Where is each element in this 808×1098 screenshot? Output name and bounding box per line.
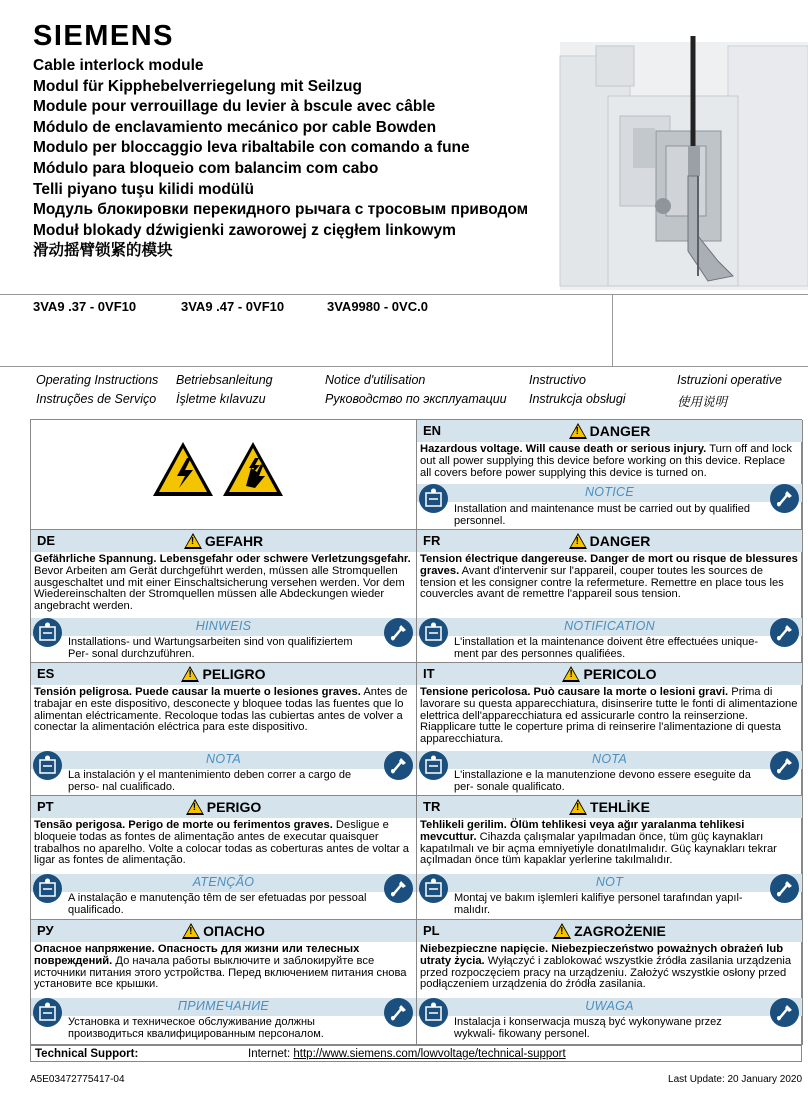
order-number: 3VA9 .37 - 0VF10 — [33, 299, 137, 314]
rule-vertical — [612, 294, 613, 366]
warning-icon — [553, 923, 571, 939]
section-header — [417, 420, 802, 442]
notice-label: UWAGA — [585, 999, 634, 1013]
danger-text: Tehlikeli gerilim. Ölüm tehlikesi veya ağır yaralanma tehlikesi mevcuttur. Cihazda çalışmalar yapılmadan önce, tüm güç kaynakları kapatılmalı ve bir açma emniyetiyle donatılmalıdır. Güç kaynakları tekrar açılmadan önce tüm kapaklar yerlerine takılmalıdır. — [420, 819, 777, 867]
notice-label: HINWEIS — [195, 619, 252, 633]
notice-text: Instalacja i konserwacja muszą być wykonywane przez wykwali- fikowany personel. — [454, 1016, 722, 1040]
title-en: Cable interlock module — [33, 57, 204, 74]
danger-label: ! TEHLİKE — [417, 799, 802, 815]
title-tr: Telli piyano tuşu kilidi modülü — [33, 180, 255, 198]
read-instructions-icon — [770, 484, 799, 513]
notice-label: NOTA — [592, 752, 627, 766]
qualified-personnel-icon — [33, 751, 62, 780]
support-label: Technical Support: — [35, 1048, 139, 1060]
warning-icon — [569, 799, 587, 815]
section-de — [31, 530, 417, 663]
title-it: Modulo per bloccaggio leva ribaltabile con comando a fune — [33, 139, 470, 157]
notice-text: La instalación y el mantenimiento deben correr a cargo de perso- nal cualificado. — [68, 769, 352, 793]
qualified-personnel-icon — [419, 618, 448, 647]
section-header — [417, 920, 802, 942]
manual-title: İşletme kılavuzu — [176, 392, 266, 406]
qualified-personnel-icon — [33, 874, 62, 903]
manual-title: Instructivo — [529, 373, 586, 387]
title-zh: 滑动摇臂锁紧的模块 — [33, 242, 173, 260]
language-code: PT — [37, 799, 54, 814]
danger-label: ! PERIGO — [31, 799, 416, 815]
rule-mid — [0, 366, 808, 367]
danger-label: ! GEFAHR — [31, 533, 416, 549]
manual-title: 使用说明 — [677, 395, 728, 409]
manual-title: Notice d'utilisation — [325, 373, 426, 387]
last-update: Last Update: 20 January 2020 — [668, 1074, 802, 1085]
read-instructions-icon — [770, 751, 799, 780]
technical-support-bar — [30, 1045, 802, 1062]
section-header — [417, 796, 802, 818]
order-number: 3VA9 .47 - 0VF10 — [181, 299, 285, 314]
support-url: Internet: http://www.siemens.com/lowvoltage/technical-support — [248, 1048, 566, 1060]
electric-shock-warning-icon — [151, 438, 291, 500]
danger-label: ! PELIGRO — [31, 666, 416, 682]
notice-bar — [417, 618, 802, 636]
qualified-personnel-icon — [33, 618, 62, 647]
warning-icon — [569, 423, 587, 439]
notice-bar — [417, 998, 802, 1016]
product-titles — [33, 56, 528, 262]
safety-grid — [30, 419, 802, 1062]
siemens-logo: SIEMENS — [33, 20, 175, 52]
notice-bar — [31, 618, 416, 636]
title-es: Módulo de enclavamiento mecánico por cable Bowden — [33, 118, 437, 136]
notice-text: L'installation et la maintenance doivent être effectuées unique- ment par des personnes qualifiées. — [454, 636, 758, 660]
notice-label: NOTIFICATION — [564, 619, 655, 633]
manual-title: Руководство по эксплуатации — [325, 392, 507, 406]
notice-label: NOTICE — [584, 485, 635, 499]
rule-top — [0, 294, 808, 295]
warning-symbols — [31, 420, 417, 530]
read-instructions-icon — [384, 751, 413, 780]
warning-icon — [186, 799, 204, 815]
danger-label: ! PERICOLO — [417, 666, 802, 682]
language-code: DE — [37, 533, 56, 548]
read-instructions-icon — [384, 998, 413, 1027]
read-instructions-icon — [770, 618, 799, 647]
section-tr — [417, 796, 803, 920]
notice-text: L'installazione e la manutenzione devono essere eseguite da per- sonale qualificato. — [454, 769, 751, 793]
notice-text: Installations- und Wartungsarbeiten sind von qualifiziertem Per- sonal durchzuführen. — [68, 636, 353, 660]
notice-text: Установка и техническое обслуживание должны производиться квалифицированным персоналом. — [68, 1016, 324, 1040]
danger-text: Tensión peligrosa. Puede causar la muerte o lesiones graves. Antes de trabajar en este dispositivo, desconecte y bloquee todas las fuentes que lo alimentan eléctricamente. Recoloque todas las cubiertas antes de volver a conectar la alimentación eléctrica para este dispositivo. — [34, 686, 408, 734]
manual-title: Betriebsanleitung — [176, 373, 273, 387]
product-illustration — [548, 36, 808, 290]
section-en — [417, 420, 803, 530]
title-pl: Moduł blokady dźwigienki zaworowej z cięgłem linkowym — [33, 221, 456, 239]
warning-icon — [562, 666, 580, 682]
danger-text: Gefährliche Spannung. Lebensgefahr oder schwere Verletzungsgefahr. Bevor Arbeiten am Gerät durchgeführt werden, müssen alle Stromquellen ausgeschaltet und mit einer Einschaltsicherung versehen werden. Vor dem Wiedereinschalten der Stromquellen müssen alle Abdeckungen wieder angebracht werden. — [34, 553, 411, 613]
notice-text: A instalação e manutenção têm de ser efetuadas por pessoal qualificado. — [68, 892, 367, 916]
section-header — [31, 796, 416, 818]
notice-bar — [417, 751, 802, 769]
read-instructions-icon — [384, 874, 413, 903]
notice-text: Montaj ve bakım işlemleri kalifiye personel tarafından yapıl- malıdır. — [454, 892, 743, 916]
title-fr: Module pour verrouillage du levier à bscule avec câble — [33, 98, 436, 116]
title-pt: Módulo para bloqueio com balancim com cabo — [33, 159, 379, 177]
notice-label: NOT — [595, 875, 624, 889]
danger-text: Tensione pericolosa. Può causare la morte o lesioni gravi. Prima di lavorare su questa apparecchiatura, disinserire tutte le fonti di alimentazione elettrica dell'apparecchiatura ed assicurarle contro la reinserzione. Riapplicare tutte le coperture prima di reinserire l'alimentazione di questa apparecchiatura. — [420, 686, 798, 746]
notice-bar — [31, 751, 416, 769]
section-es — [31, 663, 417, 796]
danger-text: Niebezpieczne napięcie. Niebezpieczeństwo poważnych obrażeń lub utraty życia. Wyłączyć i zablokować wszystkie źródła zasilania urządzenia przed rozpoczęciem pracy na urządzeniu. Założyć wszystkie osłony przed podłączeniem urządzenia do źródła zasilania. — [420, 943, 792, 991]
warning-icon — [181, 666, 199, 682]
section-ru — [31, 920, 417, 1045]
title-ru: Модуль блокировки перекидного рычага с тросовым приводом — [33, 201, 529, 219]
language-code: ES — [37, 666, 55, 681]
document-number: A5E03472775417-04 — [30, 1074, 125, 1085]
notice-bar — [417, 484, 802, 502]
section-pt — [31, 796, 417, 920]
manual-title: Operating Instructions — [36, 373, 159, 387]
title-de: Modul für Kipphebelverriegelung mit Seilzug — [33, 77, 362, 95]
language-code: TR — [423, 799, 441, 814]
language-code: EN — [423, 423, 442, 438]
notice-bar — [31, 874, 416, 892]
manual-title: Instruções de Serviço — [36, 392, 157, 406]
notice-label: ПРИМЕЧАНИЕ — [177, 999, 270, 1013]
danger-label: ! DANGER — [417, 533, 802, 549]
section-header — [31, 920, 416, 942]
section-header — [31, 530, 416, 552]
support-link[interactable]: http://www.siemens.com/lowvoltage/technical-support — [293, 1048, 566, 1060]
danger-text: Опасное напряжение. Опасность для жизни или телесных повреждений. До начала работы выключите и заблокируйте все источники питания этого устройства. Перед включением питания снова установите все крышки. — [34, 943, 407, 991]
qualified-personnel-icon — [419, 998, 448, 1027]
danger-label: ! ZAGROŻENIE — [417, 923, 802, 939]
qualified-personnel-icon — [419, 874, 448, 903]
manual-title: Istruzioni operative — [677, 373, 782, 387]
danger-text: Tensão perigosa. Perigo de morte ou ferimentos graves. Desligue e bloqueie todas as fontes de alimentação antes de executar quaisquer trabalhos no aparelho. Volte a colocar todas as coberturas antes de voltar a ligar as fontes de alimentação. — [34, 819, 410, 867]
warning-icon — [184, 533, 202, 549]
notice-label: ATENÇÃO — [192, 875, 255, 889]
read-instructions-icon — [770, 998, 799, 1027]
section-it — [417, 663, 803, 796]
section-header — [417, 530, 802, 552]
section-header — [31, 663, 416, 685]
qualified-personnel-icon — [419, 751, 448, 780]
notice-label: NOTA — [206, 752, 241, 766]
warning-icon — [182, 923, 200, 939]
notice-text: Installation and maintenance must be carried out by qualified personnel. — [454, 503, 750, 527]
language-code: FR — [423, 533, 441, 548]
language-code: PL — [423, 923, 440, 938]
danger-label: ! DANGER — [417, 423, 802, 439]
order-number: 3VA9980 - 0VC.0 — [327, 299, 428, 314]
danger-label: ! ОПАСНО — [31, 923, 416, 939]
read-instructions-icon — [770, 874, 799, 903]
qualified-personnel-icon — [33, 998, 62, 1027]
manual-title: Instrukcja obsługi — [529, 392, 626, 406]
danger-text: Tension électrique dangereuse. Danger de mort ou risque de blessures graves. Avant d'intervenir sur l'appareil, couper toutes les sources de tension et les consigner contre la refermeture. Remettre en place tous les couvercles avant de remettre l'appareil sous tension. — [420, 553, 798, 601]
read-instructions-icon — [384, 618, 413, 647]
section-pl — [417, 920, 803, 1045]
warning-icon — [569, 533, 587, 549]
section-fr — [417, 530, 803, 663]
danger-text: Hazardous voltage. Will cause death or serious injury. Turn off and lock out all power supplying this device before working on this device. Replace all covers before power supplying this device is turned on. — [420, 443, 792, 479]
qualified-personnel-icon — [419, 484, 448, 513]
language-code: IT — [423, 666, 435, 681]
notice-bar — [417, 874, 802, 892]
notice-bar — [31, 998, 416, 1016]
section-header — [417, 663, 802, 685]
language-code: РУ — [37, 923, 54, 938]
